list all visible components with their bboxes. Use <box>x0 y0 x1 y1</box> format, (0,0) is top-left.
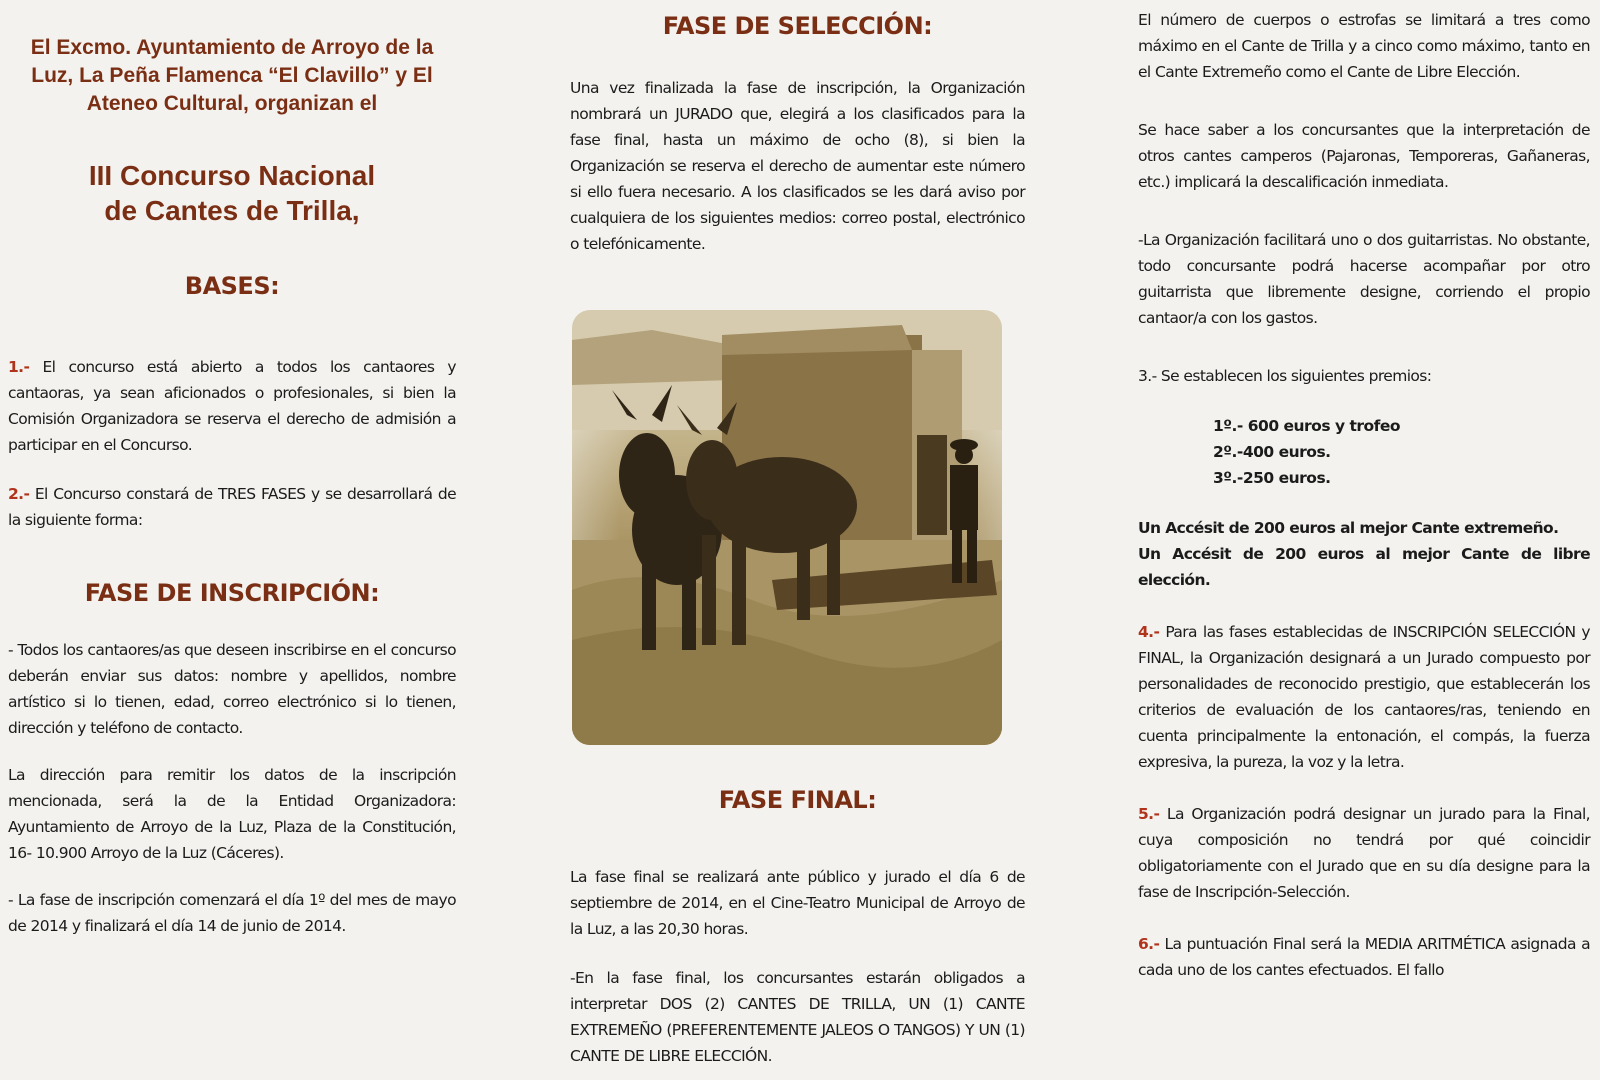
rule-6-text: La puntuación Final será la MEDIA ARITMÉTICA asignada a cada uno de los cantes efectuados. El fallo <box>1138 935 1590 979</box>
bases-title: BASES: <box>184 272 280 300</box>
rule-5-text: La Organización podrá designar un jurado para la Final, cuya composición no tendrá por qué coincidir obligatoriamente con el Jurado que en su día designe para la fase de Inscripción-Selección. <box>1138 805 1591 901</box>
organizers-intro: El Excmo. Ayuntamiento de Arroyo de la Luz, La Peña Flamenca “El Clavillo” y El Ateneo Cultural, organizan el <box>30 36 434 115</box>
accesit-extremeno: Un Accésit de 200 euros al mejor Cante extremeño. <box>1138 519 1559 537</box>
prize-first: 1º.- 600 euros y trofeo <box>1213 417 1401 435</box>
contest-title <box>8 158 456 228</box>
rule-1-text: El concurso está abierto a todos los cantaores y cantaoras, ya sean aficionados o profesionales, si bien la Comisión Organizadora se reserva el derecho de admisión a participar en el Concurso. <box>8 358 457 454</box>
contest-title-line2: de Cantes de Trilla, <box>104 195 360 226</box>
rule-4-text: Para las fases establecidas de INSCRIPCIÓN SELECCIÓN y FINAL, la Organización designará a un Jurado compuesto por personalidades de reconocido prestigio, que establecerán los criterios de evaluación de los cantaores/ras, teniendo en cuenta principalmente la entonación, el compás, la fuerza expresiva, la pureza, la voz y la letra. <box>1138 623 1591 771</box>
left-column <box>8 0 456 1080</box>
prize-third: 3º.-250 euros. <box>1213 469 1331 487</box>
guitarristas-paragraph: -La Organización facilitará uno o dos guitarristas. No obstante, todo concursante podrá hacerse acompañar por otro guitarrista que libremente designe, corriendo el propio cantaor/a con los gastos. <box>1138 231 1590 327</box>
contest-title-line1: III Concurso Nacional <box>88 160 376 191</box>
rule-1 <box>8 354 456 458</box>
rule-2 <box>8 481 456 533</box>
threshing-photo-illustration <box>572 310 1002 745</box>
inscripcion-title: FASE DE INSCRIPCIÓN: <box>84 579 380 607</box>
seleccion-paragraph: Una vez finalizada la fase de inscripción, la Organización nombrará un JURADO que, elegirá a los clasificados para la fase final, hasta un máximo de ocho (8), si bien la Organización se reserva el derecho de aumentar este número si ello fuera necesario. A los clasificados se les dará aviso por cualquiera de los siguientes medios: correo postal, electrónico o telefónicamente. <box>570 79 1025 253</box>
inscripcion-paragraph-3: - La fase de inscripción comenzará el día 1º del mes de mayo de 2014 y finalizará el día 14 de junio de 2014. <box>8 891 456 935</box>
rule-6-number: 6.- <box>1138 935 1160 953</box>
rule-3: 3.- Se establecen los siguientes premios: <box>1138 367 1432 385</box>
middle-column <box>570 0 1025 1080</box>
rule-5-number: 5.- <box>1138 805 1160 823</box>
inscripcion-paragraph-2: La dirección para remitir los datos de la inscripción mencionada, será la de la Entidad Organizadora: Ayuntamiento de Arroyo de la Luz, Plaza de la Constitución, 16- 10.900 Arroyo de la Luz (Cáceres). <box>8 766 456 862</box>
final-title: FASE FINAL: <box>718 786 877 814</box>
final-paragraph-2: -En la fase final, los concursantes estarán obligados a interpretar DOS (2) CANTES DE TRILLA, UN (1) CANTE EXTREMEÑO (PREFERENTEMENTE JALEOS O TANGOS) Y UN (1) CANTE DE LIBRE ELECCIÓN. <box>570 969 1025 1065</box>
threshing-photo <box>572 310 1002 745</box>
estrofas-paragraph: El número de cuerpos o estrofas se limitará a tres como máximo en el Cante de Trilla y a cinco como máximo, tanto en el Cante Extremeño como el Cante de Libre Elección. <box>1138 11 1590 81</box>
accesit-libre: Un Accésit de 200 euros al mejor Cante de libre elección. <box>1138 545 1590 589</box>
right-column <box>1138 0 1590 1080</box>
rule-1-number: 1.- <box>8 358 30 376</box>
rule-5 <box>1138 801 1590 905</box>
rule-4-number: 4.- <box>1138 623 1160 641</box>
final-paragraph-1: La fase final se realizará ante público y jurado el día 6 de septiembre de 2014, en el Cine-Teatro Municipal de Arroyo de la Luz, a las 20,30 horas. <box>570 868 1025 938</box>
prizes-list <box>1138 413 1590 491</box>
seleccion-title: FASE DE SELECCIÓN: <box>662 12 933 40</box>
descalificacion-paragraph: Se hace saber a los concursantes que la interpretación de otros cantes camperos (Pajaronas, Temporeras, Gañaneras, etc.) implicará la descalificación inmediata. <box>1138 121 1590 191</box>
inscripcion-paragraph-1: - Todos los cantaores/as que deseen inscribirse en el concurso deberán enviar sus datos: nombre y apellidos, nombre artístico si lo tienen, edad, correo electrónico si lo tienen, dirección y teléfono de contacto. <box>8 641 456 737</box>
rule-4 <box>1138 619 1590 775</box>
prize-second: 2º.-400 euros. <box>1213 443 1331 461</box>
rule-2-text: El Concurso constará de TRES FASES y se desarrollará de la siguiente forma: <box>8 485 457 529</box>
rule-2-number: 2.- <box>8 485 30 503</box>
rule-6 <box>1138 931 1590 983</box>
